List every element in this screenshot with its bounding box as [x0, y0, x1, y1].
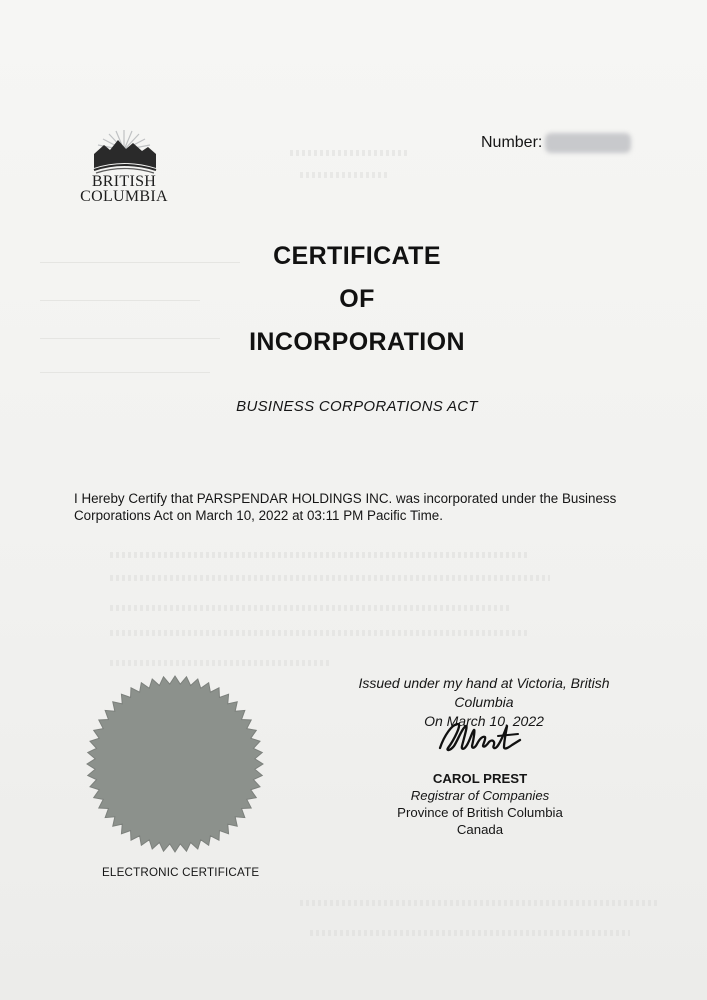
redacted-number — [545, 133, 631, 153]
title-line1: CERTIFICATE — [273, 242, 441, 270]
bleed-through-mark — [110, 605, 510, 611]
registrar-signature — [434, 718, 526, 763]
certificate-number — [481, 133, 631, 153]
bleed-through-mark — [110, 552, 530, 558]
logo-text-line1: BRITISH — [91, 173, 157, 190]
title-line3: INCORPORATION — [249, 328, 465, 356]
registrar-country: Canada — [456, 822, 504, 837]
registrar-title: Registrar of Companies — [410, 788, 550, 803]
number-label: Number: — [481, 134, 543, 152]
registrar-name: CAROL PREST — [432, 771, 528, 786]
seal-caption: ELECTRONIC CERTIFICATE — [102, 866, 260, 879]
sun-mountain-icon — [90, 128, 158, 174]
seal-starburst-icon — [85, 674, 265, 854]
act-name: BUSINESS CORPORATIONS ACT — [236, 398, 478, 415]
bleed-through-mark — [110, 660, 330, 666]
bleed-through-mark — [300, 172, 390, 178]
bleed-through-mark — [310, 930, 630, 936]
bleed-through-mark — [110, 575, 550, 581]
bleed-through-mark — [300, 900, 660, 906]
bleed-through-mark — [40, 372, 210, 373]
bleed-through-mark — [40, 300, 200, 301]
british-columbia-logo — [78, 128, 170, 204]
registrar-province: Province of British Columbia — [397, 805, 563, 820]
certification-statement: I Hereby Certify that PARSPENDAR HOLDINGS INC. was incorporated under the Business Corporations Act on March 10, 2022 at 03:11 PM Pacific Time. — [74, 491, 617, 523]
title-line2: OF — [339, 285, 375, 313]
logo-text-line2: COLUMBIA — [80, 188, 168, 205]
issued-line1: Issued under my hand at Victoria, British Columbia — [358, 675, 610, 710]
handwritten-signature — [434, 718, 526, 758]
bleed-through-mark — [290, 150, 410, 156]
electronic-seal — [85, 674, 265, 859]
bleed-through-mark — [110, 630, 530, 636]
issued-date: On March 10, 2022 — [424, 713, 544, 729]
registrar-block — [360, 770, 600, 838]
